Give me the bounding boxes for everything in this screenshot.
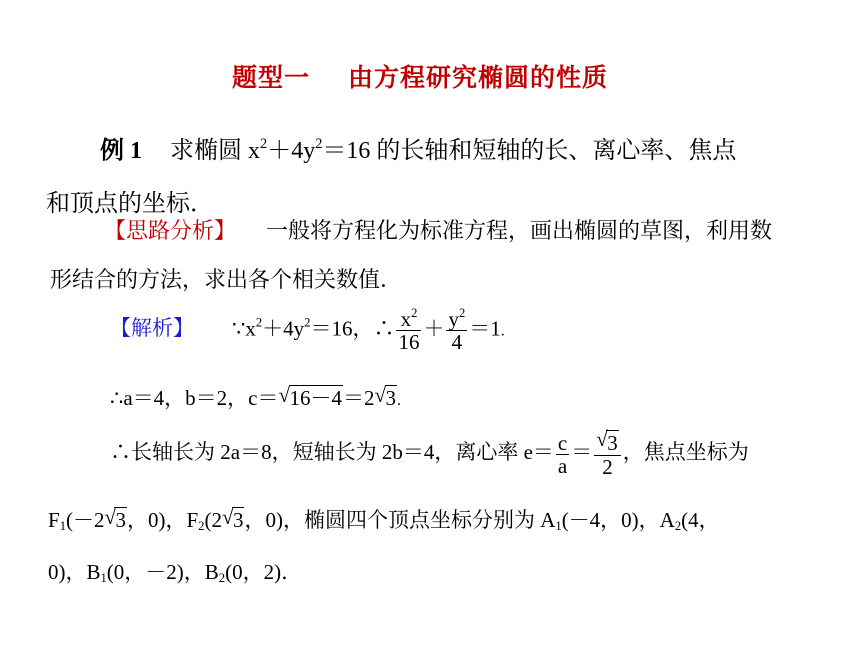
exponent: 2 — [255, 315, 263, 330]
solution-tag: 【解析】 — [110, 316, 194, 341]
subscript: 2 — [198, 519, 205, 534]
fraction-sqrt3-2: √ 3 2 — [594, 430, 621, 478]
analysis-text1: 一般将方程化为标准方程，画出椭圆的草图，利用数 — [266, 218, 773, 243]
frac3-den: a — [557, 453, 568, 478]
eq1-c: ＝16，∴ — [310, 316, 395, 341]
sqrt-3: √ 3 — [374, 383, 397, 410]
exponent: 2 — [260, 135, 268, 152]
period: . — [500, 322, 505, 340]
sqrt-radicand: 16－4 — [289, 386, 343, 410]
period: . — [397, 392, 402, 409]
sqrt-3: √ 3 — [104, 505, 126, 532]
eq2-a: ∴a＝4，b＝2，c＝ — [110, 386, 279, 410]
frac4-den: 2 — [602, 455, 613, 480]
l8-e: ，0)，椭圆四个顶点坐标分别为 A — [244, 508, 556, 532]
subscript: 2 — [218, 571, 226, 586]
frac1-num: x — [400, 307, 412, 331]
l8-c: ，0)，F — [126, 508, 199, 532]
exponent: 2 — [315, 135, 323, 152]
exponent: 2 — [458, 306, 466, 321]
exponent: 2 — [304, 315, 311, 330]
l8-b: (－2 — [65, 508, 105, 532]
sqrt-radicand: 3 — [115, 508, 126, 532]
eq1-b: ＋4y — [262, 316, 305, 341]
sqrt-radicand: 3 — [232, 508, 244, 532]
sqrt-16-minus-4: √ 16－4 — [278, 383, 343, 410]
question-text-b: ＋4y — [267, 138, 316, 164]
subscript: 1 — [100, 571, 107, 586]
l9-c: (0，2)． — [225, 560, 303, 584]
eq3-b: ，焦点坐标为 — [622, 439, 749, 464]
l9-a: 0)，B — [48, 560, 101, 584]
solution-line4 — [48, 504, 720, 534]
eq1-a: ∵x — [232, 316, 256, 341]
page-title — [232, 58, 608, 94]
frac3-num: c — [557, 430, 568, 455]
l8-a: F — [48, 508, 60, 532]
l9-b: (0，－2)，B — [106, 560, 219, 584]
fraction-c-a — [556, 432, 569, 477]
l8-f: (－4，0)，A — [561, 508, 675, 532]
question-text-c: ＝16 的长轴和短轴的长、离心率、焦点 — [322, 138, 737, 164]
title-part1: 题型一 — [232, 65, 311, 92]
frac2-den: 4 — [451, 330, 463, 355]
sqrt-radicand: 3 — [607, 431, 618, 455]
analysis-line1 — [104, 214, 772, 245]
title-part2: 由方程研究椭圆的性质 — [348, 65, 609, 92]
l8-g: (4， — [681, 508, 720, 532]
eq3-a: ∴长轴长为 2a＝8，短轴长为 2b＝4，离心率 e＝ — [110, 439, 554, 464]
frac1-den: 16 — [398, 330, 420, 355]
equals-sign: ＝ — [571, 439, 593, 464]
fraction-x2-16 — [396, 308, 421, 353]
solution-line5 — [48, 556, 302, 586]
eq1-end: ＝1 — [469, 316, 501, 341]
sqrt-3: √ 3 — [221, 505, 244, 532]
exponent: 2 — [411, 306, 418, 321]
analysis-line2: 形结合的方法，求出各个相关数值． — [50, 267, 403, 292]
l8-d: (2 — [204, 508, 222, 532]
plus-sign: ＋ — [423, 316, 445, 341]
subscript: 2 — [674, 519, 682, 534]
frac2-num: y — [448, 307, 459, 331]
example-label: 例 1 — [100, 138, 142, 164]
solution-line2 — [110, 382, 401, 412]
subscript: 1 — [555, 519, 562, 534]
solution-line1 — [110, 308, 505, 353]
example-question-line1 — [100, 130, 736, 165]
example-question-line2: 和顶点的坐标． — [46, 191, 214, 217]
analysis-tag: 【思路分析】 — [104, 218, 237, 243]
eq2-b: ＝2 — [343, 386, 375, 410]
fraction-y2-4 — [446, 308, 467, 353]
solution-line3 — [110, 427, 749, 480]
question-text-a: 求椭圆 x — [170, 138, 260, 164]
subscript: 1 — [59, 519, 66, 534]
sqrt-radicand: 3 — [385, 386, 397, 410]
